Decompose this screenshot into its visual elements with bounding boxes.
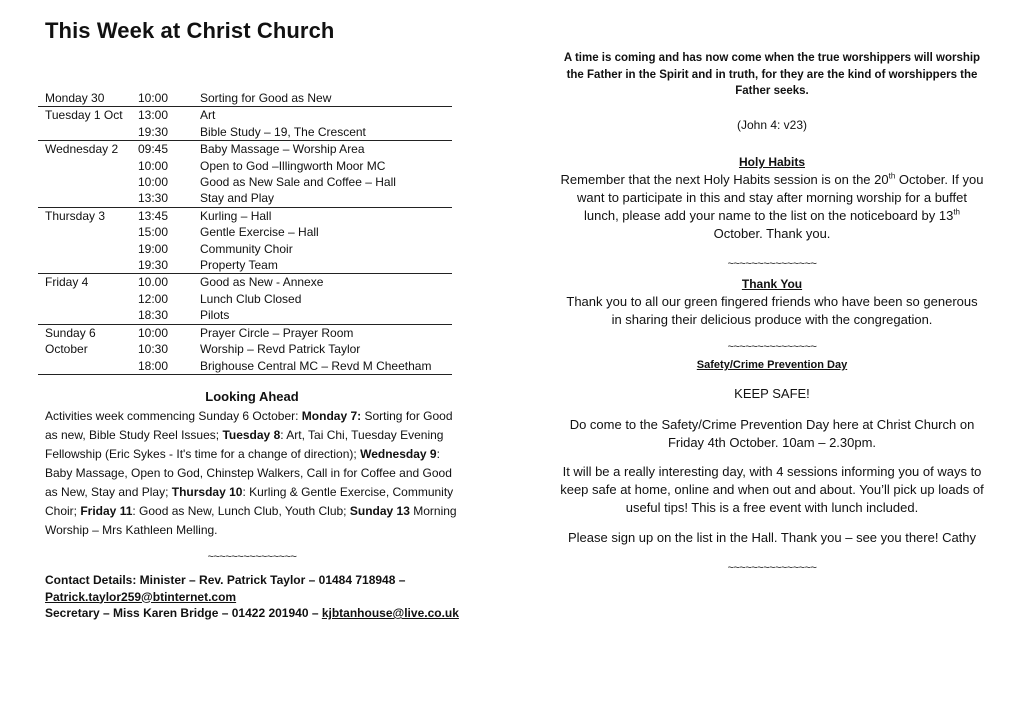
schedule-time: 19:30 bbox=[138, 124, 169, 139]
separator: ~~~~~~~~~~~~~~~ bbox=[727, 562, 817, 574]
schedule-activity: Property Team bbox=[200, 258, 278, 273]
looking-ahead-activities: Sorting for Good as new, Bible Study Reel Issues; bbox=[45, 409, 453, 442]
schedule-time: 18:30 bbox=[138, 308, 169, 323]
schedule-day-group bbox=[38, 107, 452, 141]
schedule-day bbox=[45, 291, 138, 307]
schedule-activity: Baby Massage – Worship Area bbox=[200, 142, 365, 157]
schedule-row bbox=[45, 325, 452, 341]
schedule-time: 10:00 bbox=[138, 325, 169, 340]
schedule-day-group bbox=[38, 274, 452, 324]
schedule-activity: Gentle Exercise – Hall bbox=[200, 225, 319, 240]
schedule-day: Wednesday 2 bbox=[45, 142, 119, 157]
schedule-row bbox=[45, 257, 452, 273]
schedule-time: 13:30 bbox=[138, 191, 169, 206]
looking-ahead-activities: : Baby Massage, Open to God, Chinstep Walkers, Call in for Coffee and Good as New, Stay and Play; bbox=[45, 447, 452, 499]
holy-habits-heading: Holy Habits bbox=[738, 155, 805, 169]
looking-ahead-day: Sunday 13 bbox=[349, 504, 410, 518]
schedule-day bbox=[45, 257, 138, 273]
contact-secretary: Secretary – Miss Karen Bridge – 01422 201940 – kjbtanhouse@live.co.uk bbox=[45, 606, 459, 620]
contact-details bbox=[45, 572, 485, 622]
schedule-row bbox=[45, 208, 452, 224]
schedule-day: Tuesday 1 Oct bbox=[45, 108, 123, 123]
schedule-row bbox=[45, 107, 452, 123]
looking-ahead-day: Thursday 10 bbox=[171, 485, 243, 499]
separator-left: ~~~~~~~~~~~~~~~ bbox=[207, 551, 297, 563]
looking-ahead-day: Wednesday 9 bbox=[360, 447, 437, 461]
schedule-time: 13:00 bbox=[138, 108, 169, 123]
schedule-activity: Kurling – Hall bbox=[200, 208, 272, 223]
weekly-schedule-table bbox=[38, 90, 452, 375]
schedule-activity: Bible Study – 19, The Crescent bbox=[200, 124, 366, 139]
schedule-time: 19:30 bbox=[138, 258, 169, 273]
schedule-row bbox=[45, 307, 452, 323]
schedule-row bbox=[45, 291, 452, 307]
schedule-day bbox=[45, 358, 138, 374]
safety-paragraph-1: Do come to the Safety/Crime Prevention Day here at Christ Church on Friday 4th October. 10am – 2.30pm. bbox=[569, 417, 975, 450]
schedule-time: 18:00 bbox=[138, 358, 169, 373]
schedule-row bbox=[45, 341, 452, 357]
schedule-day-group bbox=[38, 208, 452, 275]
thank-you-heading: Thank You bbox=[741, 277, 803, 291]
schedule-time: 09:45 bbox=[138, 142, 169, 157]
schedule-row bbox=[45, 174, 452, 190]
schedule-time: 10:30 bbox=[138, 342, 169, 357]
schedule-time: 10:00 bbox=[138, 158, 169, 173]
contact-minister: Contact Details: Minister – Rev. Patrick Taylor – 01484 718948 – bbox=[45, 573, 406, 587]
schedule-day: Monday 30 bbox=[45, 91, 105, 105]
schedule-time: 19:00 bbox=[138, 241, 169, 256]
schedule-time: 10.00 bbox=[138, 275, 169, 290]
holy-habits-text: Remember that the next Holy Habits session is on the 20th October. If you want to participate in this and stay after morning worship for a buffet lunch, please add your name to the list on the noticeboard by 13th October. Thank you. bbox=[560, 171, 984, 241]
schedule-activity: Worship – Revd Patrick Taylor bbox=[200, 342, 361, 357]
looking-ahead-activities: : Art, Tai Chi, Tuesday Evening Fellowship (Eric Sykes - It's time for a change of direction); bbox=[45, 428, 444, 461]
schedule-activity: Good as New - Annexe bbox=[200, 275, 324, 290]
schedule-activity: Pilots bbox=[200, 308, 230, 323]
schedule-day bbox=[45, 174, 138, 190]
schedule-time: 13:45 bbox=[138, 208, 169, 223]
schedule-day bbox=[45, 158, 138, 174]
schedule-day: Sunday 6 bbox=[45, 325, 96, 340]
schedule-activity: Good as New Sale and Coffee – Hall bbox=[200, 175, 396, 190]
schedule-row bbox=[45, 224, 452, 240]
schedule-row bbox=[45, 190, 452, 206]
schedule-row bbox=[45, 158, 452, 174]
looking-ahead-activities: Morning Worship – Mrs Kathleen Melling. bbox=[45, 504, 457, 537]
looking-ahead-activities: : Kurling & Gentle Exercise, Community Choir; bbox=[45, 485, 454, 518]
schedule-day bbox=[45, 241, 138, 257]
schedule-activity: Lunch Club Closed bbox=[200, 291, 302, 306]
safety-paragraph-2: It will be a really interesting day, with 4 sessions informing you of ways to keep safe at home, online and when out and about. You’ll pick up loads of useful tips! This is a free event with lunch included. bbox=[560, 464, 984, 515]
schedule-activity: Stay and Play bbox=[200, 191, 275, 206]
separator: ~~~~~~~~~~~~~~~ bbox=[727, 341, 817, 353]
looking-ahead-day: Tuesday 8 bbox=[222, 428, 281, 442]
page-title: This Week at Christ Church bbox=[45, 18, 335, 43]
schedule-row bbox=[45, 274, 452, 290]
schedule-time: 12:00 bbox=[138, 291, 169, 306]
schedule-day bbox=[45, 190, 138, 206]
schedule-row bbox=[45, 241, 452, 257]
looking-ahead-intro: Activities week commencing Sunday 6 October: bbox=[45, 409, 302, 423]
schedule-day-group bbox=[38, 325, 452, 375]
keep-safe-text: KEEP SAFE! bbox=[734, 386, 810, 401]
scripture-quote: A time is coming and has now come when the true worshippers will worship the Father in the Spirit and in truth, for they are the kind of worshippers the Father seeks. bbox=[563, 52, 981, 98]
schedule-activity: Open to God –Illingworth Moor MC bbox=[200, 158, 386, 173]
schedule-time: 10:00 bbox=[138, 175, 169, 190]
schedule-activity: Community Choir bbox=[200, 241, 293, 256]
schedule-activity: Prayer Circle – Prayer Room bbox=[200, 325, 354, 340]
schedule-time: 15:00 bbox=[138, 225, 169, 240]
safety-paragraph-3: Please sign up on the list in the Hall. Thank you – see you there! Cathy bbox=[567, 530, 977, 545]
schedule-time: 10:00 bbox=[138, 91, 169, 105]
looking-ahead-heading: Looking Ahead bbox=[205, 389, 299, 404]
thank-you-text: Thank you to all our green fingered friends who have been so generous in sharing their delicious produce with the congregation. bbox=[566, 294, 978, 327]
schedule-day-group bbox=[38, 141, 452, 208]
schedule-day bbox=[45, 307, 138, 323]
schedule-day-group bbox=[38, 90, 452, 107]
schedule-activity: Brighouse Central MC – Revd M Cheetham bbox=[200, 358, 432, 373]
looking-ahead-day: Monday 7: bbox=[301, 409, 362, 423]
schedule-day: Friday 4 bbox=[45, 275, 89, 290]
looking-ahead-text bbox=[45, 407, 465, 540]
scripture-reference: (John 4: v23) bbox=[736, 118, 808, 132]
schedule-row bbox=[45, 124, 452, 140]
safety-day-heading: Safety/Crime Prevention Day bbox=[696, 359, 848, 371]
separator: ~~~~~~~~~~~~~~~ bbox=[727, 258, 817, 270]
looking-ahead-activities: : Good as New, Lunch Club, Youth Club; bbox=[132, 504, 350, 518]
schedule-row bbox=[45, 358, 452, 374]
schedule-row bbox=[45, 141, 452, 157]
minister-email-link[interactable]: Patrick.taylor259@btinternet.com bbox=[45, 589, 237, 604]
secretary-email-link[interactable]: kjbtanhouse@live.co.uk bbox=[321, 606, 459, 620]
schedule-day bbox=[45, 224, 138, 240]
schedule-activity: Art bbox=[200, 108, 216, 123]
looking-ahead-day: Friday 11 bbox=[80, 504, 133, 518]
schedule-activity: Sorting for Good as New bbox=[200, 91, 332, 105]
schedule-day: Thursday 3 bbox=[45, 208, 106, 223]
schedule-day bbox=[45, 124, 138, 140]
schedule-day: October bbox=[45, 342, 88, 357]
schedule-row bbox=[45, 90, 452, 106]
